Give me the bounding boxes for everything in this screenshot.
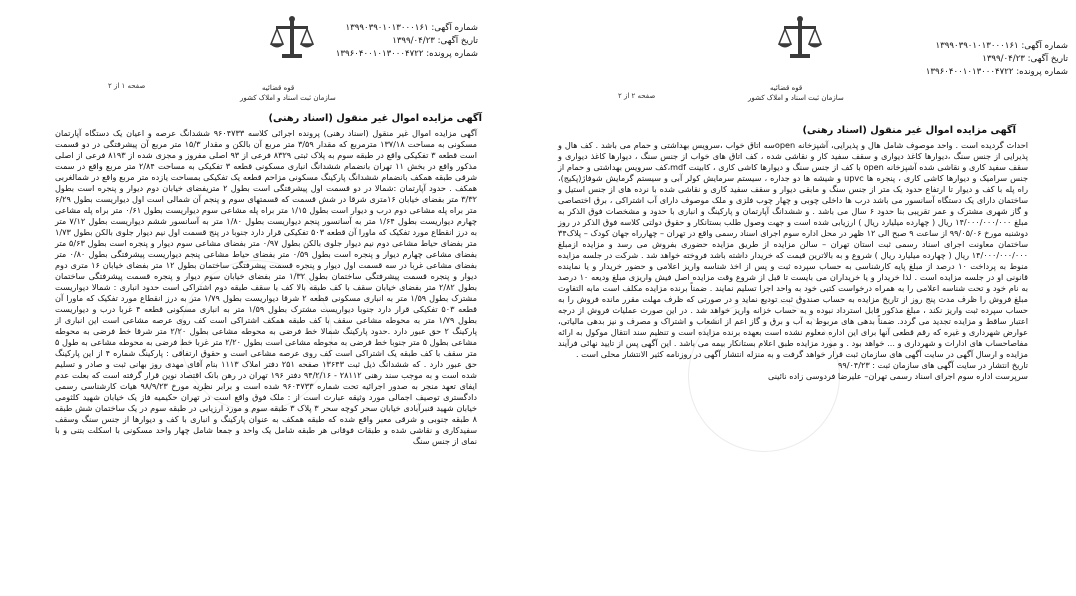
notice-body	[558, 140, 1028, 382]
logo-caption-judiciary: قوه قضائیه	[262, 84, 295, 92]
logo-caption-registry: سازمان ثبت اسناد و املاک کشور	[748, 94, 844, 102]
logo-caption-registry: سازمان ثبت اسناد و املاک کشور	[240, 94, 336, 102]
page-number: صفحه ۲ از ۲	[618, 92, 656, 100]
case-number-row: شماره پرونده: ۱۳۹۶۰۴۰۰۱۰۱۳۰۰۰۴۷۲۲	[335, 49, 478, 59]
notice-title: آگهی مزایده اموال غیر منقول (اسناد رهنی)	[802, 125, 1016, 136]
notice-meta	[336, 22, 478, 61]
notice-number-row: شماره آگهی: ۱۳۹۹۰۳۹۰۱۰۱۳۰۰۰۱۶۱	[345, 23, 478, 33]
notice-date-row: تاریخ آگهی: ۱۳۹۹/۰۴/۲۳	[982, 54, 1068, 64]
judiciary-emblem-icon	[262, 14, 322, 82]
notice-page-2	[538, 0, 1076, 596]
body-text: احداث گردیده است . واحد موصوف شامل هال و پذیرایی، آشپزخانه openسه اتاق خواب ،سرویس بهداشتی و حمام می باشد . کف هال و پذیرایی از جنس سنگ ،دیوارها کاغذ دیواری و سقف سفید کار و نقاشی شده ، کف اتاق های خواب از جنس سنگ ، دیوارها کاغذ دیواری و سقف سفید کاری و نقاشی شده آشپزخانه open با کف از جنس سنگ و دیوارها کاشی کاری ، کابینت mdf،کف سرویس بهداشتی و حمام از جنس سرامیک و دیوارها کاشی کاری ، پنجره ها upvc و شیشه ها دو جداره ، سیستم سرمایش کولر آبی و سیستم گرمایش شوفاژ(پکیج)، راه پله با کف و دیوار تا ارتفاع حدود یک متر از جنس سنگ و مابقی دیوار و سقف سفید کاری و نقاشی شده با نرده های از جنس استیل و ساختمان دارای یک دستگاه آسانسور می باشد درب ها داخلی چوبی و چهار چوب فلزی و ملک موصوف دارای آب اشتراکی ، برق اختصاصی و گاز شهری مشترک و عمر تقریبی بنا حدود ۶ سال می باشد . و ششدانگ آپارتمان و پارکینگ و انباری با حدود و مشخصات فوق الذکر به مبلغ ۱۴/۰۰۰/۰۰۰/۰۰۰ ریال ( چهارده میلیارد ریال ) ارزیابی شده است و جهت وصول طلب بستانکار و حقوق دولتی کلاسه فوق الذکر در روز دوشنبه مورخ ۹۹/۰۵/۰۶ از ساعت ۹ صبح الی ۱۲ ظهر در محل اداره سوم اجرای اسناد رسمی واقع در تهران – چهارراه جهان کودک – پلاک۳۴ ساختمان معاونت اجرای اسناد رسمی ثبت استان تهران – سالن مزایده از طریق مزایده حضوری بفروش می رسد و مزایده ازمبلغ ۱۴/۰۰۰/۰۰۰/۰۰۰ ریال ( چهارده میلیارد ریال ) شروع و به بالاترین قیمت که خریدار داشته باشد فروخته خواهد شد . شرکت در جلسه مزایده منوط به پرداخت ۱۰ درصد از مبلغ پایه کارشناسی به حساب سپرده ثبت و پس از اخذ شناسه واریز اعلامی و حضور خریدار و یا نماینده قانونی او در جلسه مزایده است . لذا خریدار و یا خریداران می بایست تا قبل از شروع وقت مزایده اصل فیش واریزی مبلغ ودیعه ۱۰ درصد به نام خود و تحت شناسه اعلامی را به همراه درخواست کتبی خود به واحد اجرا تسلیم نمایند . ضمناً برنده مزایده مکلف است مابه التفاوت مبلغ فروش را ظرف مدت پنج روز از تاریخ مزایده به حساب صندوق ثبت تودیع نماید و در صورتی که ظرف مهلت مقرر مانده فروش را به حساب سپرده ثبت واریز نکند ، مبلغ مذکور قابل استرداد نبوده و به حساب خزانه واریز خواهد شد . در این صورت عملیات فروش از درجه اعتبار ساقط و مزایده تجدید می گردد. ضمناً بدهی های مربوط به آب و برق و گاز اعم از انشعاب و اشتراک و مصرف و نیز بدهی مالیاتی، عوارض شهرداری و غیره که رقم قطعی آنها برای این اداره معلوم نشده است بعهده برنده مزایده است و تنظیم سند انتقال موکول به ارائه مفاصاحساب های ادارات و شهرداری و ... خواهد بود . و مورد مزایده طبق اعلام بستانکار بیمه می باشد . این آگهی پس از تایید نهائی فرآیند مزایده و ارسال آگهی در سایت آگهی های سازمان ثبت قرار خواهد گرفت و به منزله انتشار آگهی در روزنامه کثیر الانتشار محلی است .	[558, 140, 1029, 359]
notice-date-row: تاریخ آگهی: ۱۳۹۹/۰۴/۲۳	[392, 36, 478, 46]
notice-meta	[926, 40, 1068, 79]
logo-caption-judiciary: قوه قضائیه	[770, 84, 803, 92]
notice-body: آگهی مزایده اموال غیر منقول (اسناد رهنی) پرونده اجرائی کلاسه ۹۶۰۴۷۳۳ ششدانگ عرصه و اعیان یک دستگاه آپارتمان مسکونی به مساحت ۱۳۷/۱۸ مترمربع که مقدار ۳/۵۹ متر مربع آن بالکن و مقدار ۱۵/۳ متر مربع آن پیشرفتگی در دو قسمت است قطعه ۳ تفکیکی واقع در طبقه سوم به پلاک ثبتی ۸۳۲۹ فرعی از ۹۳ اصلی مفروز و مجزی شده از ۸۱۹۳ فرعی از اصلی مذکور واقع در بخش ۱۱ تهران بانضمام ششدانگ انباری مسکونی قطعه ۳ تفکیکی به مساحت ۲/۸۴ متر مربع واقع در سمت شرقی طبقه همکف بانضمام ششدانگ پارکینگ مسکونی مزاحم قطعه یک تفکیکی بمساحت یازده متر مربع واقع در شمالغربی همکف . حدود آپارتمان :شمالا در دو قسمت اول پیشرفتگی است بطول ۲ متریفضای خیابان دوم دیوار و پنجره است بطول ۳/۳۲ متر بفضای خیابان ۱۶متری شرقا در شش قسمت که قسمتهای سوم و پنجم آن شمالی است اول دیواریست بطول ۶/۲۹ متر براه پله مشاعی دوم درب و دیوار است بطول ۱/۱۵ متر براه پله مشاعی سوم دیواریست بطول ۰/۶۱ متر براه پله مشاعی چهارم دیواریست بطول ۱/۶۴ متر به آسانسور پنجم دیواریست بطول ۱/۸۰ متر به آسانسور ششم دیواریست بطول ۷/۱۲ متر به درز انقطاع مورد تفکیک که ماورا آن قطعه ۵۰۳ تفکیکی قرار دارد جنوبا در پنج قسمت اول نیم دیوار جلوی بالکن بطول ۱/۷۳ متر بفضای حیاط مشاعی دوم نیم دیوار جلوی بالکن بطول ۰/۹۷ متر بفضای مشاعی سوم دیوار و پنجره است بطول ۵/۶۳ متر بفضای مشاعی چهارم دیوار و پنجره است بطول ۰/۵۹ متر بفضای حیاط مشاعی پنجم دیواریست پیشرفتگی بطول ۰/۸۰ متر بفضای مشاعی غربا در سه قسمت اول دیوار و پنجره قسمت پیشرفتگی ساختمان بطول ۱۲ متر بفضای خیابان ۱۶ متری دوم دیوار و پنجره قسمت پیشرفتگی ساختمان بطول ۱/۳۲ متر بفضای خیابان سوم دیوار و پنجره قسمت پیشرفتگی ساختمان بطول ۲/۸۲ متر بفضای خیابان سقف با کف طبقه بالا کف با سقف طبقه دوم اشتراکی است حدود انباری : شمالا دیواریست مشترک بطول ۱/۵۹ متر به انباری مسکونی قطعه ۲ شرقا دیواریست بطول ۱/۷۹ متر به درز انقطاع مورد تفکیک که ماورا آن قطعه ۵۰۳ تفکیکی قرار دارد جنوبا دیواریست مشترک بطول ۱/۵۹ متر به انباری مسکونی قطعه ۴ غربا درب و دیواریست بطول ۱/۷۹ متر به محوطه مشاعی سقف با کف طبقه همکف اشتراکی است کف روی عرصه مشاعی است این انباری از پارکینگ ۲ حق عبور دارد .حدود پارکینگ شمالا خط فرضی به محوطه مشاعی بطول ۲/۲۰ متر شرقا خط فرضی به محوطه مشاعی بطول ۵ متر جنوبا خط فرضی به محوطه مشاعی است بطول ۲/۲۰ متر غربا خط فرضی به محوطه مشاعی به طول ۵ متر سقف با کف طبقه یک اشتراکی است کف روی عرصه مشاعی است و حقوق ارتفاقی : پارکینگ شماره ۴ از این پارکینگ حق عبور دارد . که ششدانگ ذیل ثبت ۱۳۶۴۳ صفحه ۲۵۱ دفتر املاک ۱۱۱۳ بنام آقای مهدی روز بهانی ثبت و صادر و تسلیم شده است و به موجب سند رهنی ۲۸۱۱۲ - ۹۴/۲/۱۶ دفتر ۱۹۶ تهران در رهن بانک اقتصاد نوین قرار گرفته است که بعلت عدم ایفای تعهد منجر به صدور اجرائیه تحت شماره ۹۶۰۴۷۳۳ شده است و برابر نظریه مورخ ۹۸/۹/۲۳ هیات کارشناسی رسمی دادگستری توصیف اجمالی مورد وثیقه عبارت است از : ملک فوق واقع است در تهران حکیمیه فاز یک خیابان شهید کلثومی خیابان شهید قنبرآبادی خیابان سحر کوچه سحر ۳ پلاک ۳ طبقه سوم و مورد ارزیابی در طبقه سوم در یک ساختمان شش طبقه ۸ طبقه جنوبی و شرقی معبر واقع شده که طبقه همکف به عنوان پارکینگ و انباری با کف و دیوارها از جنس سنگ وسقف سفیدکاری و نقاشی شده و طبقات فوقانی هر طبقه شامل یک واحد و جمعا شامل چهار واحد مسکونی با اسکلت بتنی و با نمای از جنس سنگ	[55, 128, 478, 446]
page-header	[0, 10, 538, 110]
page-header	[538, 10, 1076, 110]
notice-title: آگهی مزایده اموال غیر منقول (اسناد رهنی)	[268, 113, 482, 124]
publication-date: تاریخ انتشار در سایت آگهی های سازمان ثبت : ۹۹/۰۴/۲۳	[838, 360, 1028, 370]
signature-line: سرپرست اداره سوم اجرای اسناد رسمی تهران– علیرضا فردوسی زاده نائینی	[767, 371, 1028, 381]
page-number: صفحه ۱ از ۲	[108, 82, 146, 90]
notice-number-row: شماره آگهی: ۱۳۹۹۰۳۹۰۱۰۱۳۰۰۰۱۶۱	[935, 41, 1068, 51]
judiciary-emblem-icon	[770, 14, 830, 82]
case-number-row: شماره پرونده: ۱۳۹۶۰۴۰۰۱۰۱۳۰۰۰۴۷۲۲	[925, 67, 1068, 77]
